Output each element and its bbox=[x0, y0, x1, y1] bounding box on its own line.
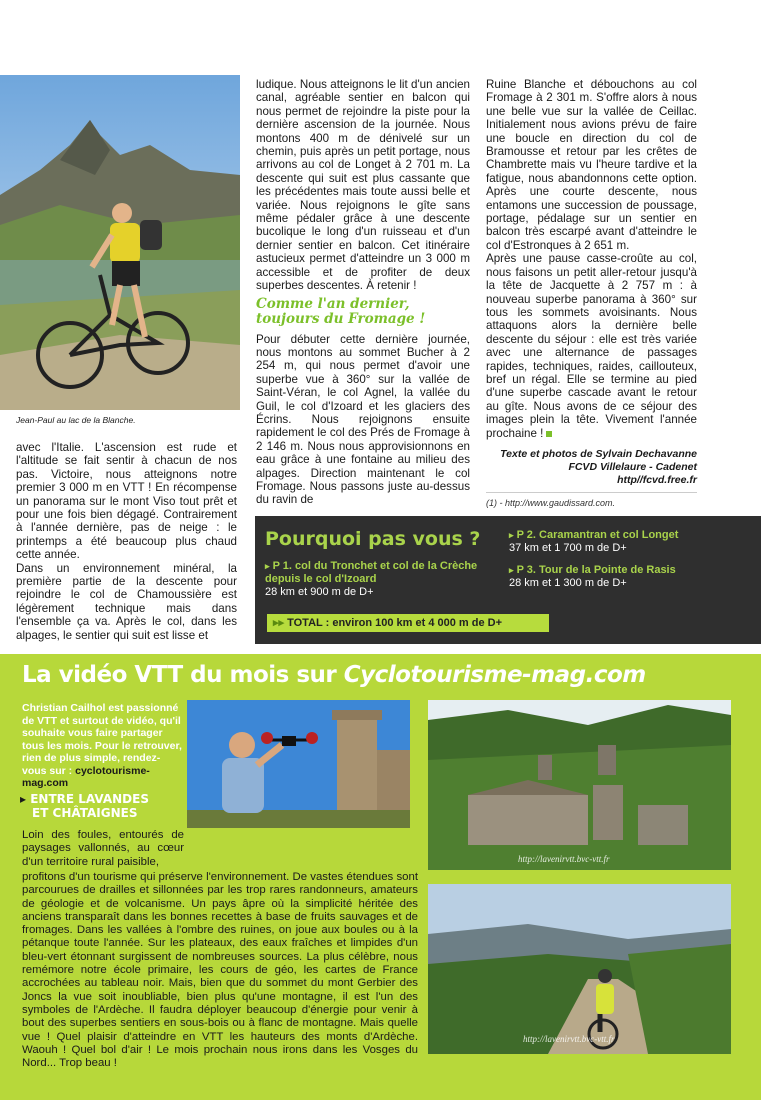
arrow-icon: ▸ bbox=[20, 792, 27, 806]
trail-biker-illustration bbox=[428, 884, 731, 1054]
route-item-2 bbox=[509, 529, 759, 555]
footnote: (1) - http://www.gaudissard.com. bbox=[486, 497, 616, 508]
footnote-divider bbox=[486, 492, 697, 510]
route-item-3 bbox=[509, 564, 759, 590]
section-heading-lavandes bbox=[20, 792, 149, 820]
route-item-1 bbox=[265, 560, 505, 599]
col3-paragraph bbox=[486, 252, 697, 440]
video-intro bbox=[22, 702, 182, 790]
col1-paragraph: avec l'Italie. L'ascension est rude et l'altitude se fait sentir à chacun de nos pas. Victoire, nous atteignons notre premier 3 000 m en VTT ! En récompense un panorama sur le mont Viso tout prêt et pour une fois bien dégagé. Contrairement à l'année dernière, pas de neige : le printemps a été beaucoup plus chaud cette année. bbox=[16, 441, 237, 562]
photo-biker-lake bbox=[0, 75, 240, 410]
col3-paragraph-text: Après une pause casse-croûte au col, nous faisons un petit aller-retour jusqu'à la tête de Jacquette à 2 757 m : à nouveau superbe panorama à 360° sur tous les sommets avoisinants. Nous attaquons alors la dernière belle descente du séjour : elle est très variée avec une alternance de passages rapides, techniques, raides, caillouteux, bref un régal. Elle se termine au pied d'une superbe cascade avant le retour au gîte. Nous avons de ce séjour des images plein la tête. Vivement l'année prochaine ! bbox=[486, 252, 697, 440]
video-body-wide: profitons d'un tourisme qui préserve l'environnement. De vastes étendues sont parcourues de drailles et sillonnées par les trop rares randonneurs, amateurs de géologie et de volcanisme. Un pays âpre où la simplicité héritée des anciens transparaît dans les bonnes recettes à base de fruits sauvages et de fromages. Dans les vallées à l'ombre des ruines, on joue aux boules ou à la pétanque toute l'année. Sur les plateaux, des eaux fraîches et limpides d'un bleu-vert étonnant surgissent de nombreuses sources. La plus célèbre, nous remémore notre école primaire, les cours de géo, les cartes de France accrochées au tableau noir. Mais, bien que du sommet du mont Gerbier des Joncs la vue soit inoubliable, bien plus qu'une montagne, il est l'un des symboles de l'Ardèche. Il faudra déployer beaucoup d'énergie pour venir à bout des superbes sentiers en sous-bois ou à flanc de montagne. Mais quelle vue ! Quel plaisir d'atteindre en VTT les hauteurs des monts d'Ardèche. Waouh ! Quel bol d'air ! Le mois prochain nous irons dans les Vosges du Nord... Trop beau ! bbox=[22, 871, 418, 1070]
pourquoi-title: Pourquoi pas vous ? bbox=[265, 528, 481, 550]
route-detail: 28 km et 900 m de D+ bbox=[265, 586, 374, 598]
photo1-caption: Jean-Paul au lac de la Blanche. bbox=[16, 415, 136, 425]
arrow-icon: ▸ bbox=[265, 561, 270, 571]
heading-line: ET CHÂTAIGNES bbox=[32, 806, 138, 820]
title-prefix: La vidéo VTT du mois sur bbox=[22, 662, 337, 688]
route-detail: 37 km et 1 700 m de D+ bbox=[509, 542, 627, 554]
video-watermark: http://lavenirvtt.bvc-vtt.fr bbox=[523, 1034, 615, 1044]
col3-paragraph: Ruine Blanche et débouchons au col Fromage à 2 301 m. S'offre alors à nous une belle vue sur la vallée de Ceillac. Initialement nous avions prévu de faire une boucle en direction du col de Bramousse et retour par les crêtes de Chambrette mais vu l'heure tardive et la fatigue, nous abandonnons cette option. Après une courte descente, nous entamons une succession de poussage, portage, pédalage sur un sentier en balcon très escarpé avant d'atteindre le col d'Estronques à 2 651 m. bbox=[486, 78, 697, 252]
route-detail: 28 km et 1 300 m de D+ bbox=[509, 577, 627, 589]
col2-paragraph: Pour débuter cette dernière journée, nous montons au sommet Bucher à 2 254 m, qui nous permet d'avoir une superbe vue à 360° sur la vallée de Saint-Véran, le col Agnel, la vallée du Guil, le col d'Izoard et les glaciers des Écrins. Nous rejoignons ensuite rapidement le col des Prés de Fromage à 2 146 m. Nous nous approvisionnons en eau grâce à une fontaine au milieu des alpages. Direction maintenant le col Fromage. Nous passons juste au-dessus du ravin de bbox=[256, 332, 470, 507]
drone-man-illustration bbox=[187, 700, 410, 828]
col1-paragraph: Dans un environnement minéral, la première partie de la descente pour rejoindre le col de Chamoussière est légèrement technique mais dans l'ensemble ça va. Après le col, dans les alpages, le sentier qui suit est lisse et bbox=[16, 561, 237, 642]
video-section bbox=[0, 654, 761, 1100]
intro-text: Christian Cailhol est passionné de VTT et surtout de vidéo, qu'il souhaite vous faire partager tous les mois. Pour le retrouver, rien de plus simple, rendez-vous sur : bbox=[22, 702, 182, 777]
credit-line: FCVD Villelaure - Cadenet bbox=[568, 460, 697, 473]
intro-site-link[interactable]: cyclotourisme-mag.com bbox=[22, 764, 150, 789]
credit-line: Texte et photos de Sylvain Dechavanne bbox=[500, 447, 697, 460]
heading-line: Comme l'an dernier, bbox=[256, 295, 410, 312]
photo-trail-biker bbox=[428, 884, 731, 1054]
castle-ruins-illustration bbox=[428, 700, 731, 870]
arrow-icon: ▸ bbox=[509, 530, 514, 540]
section-heading-fromage bbox=[256, 297, 470, 327]
route-label: P 3. Tour de la Pointe de Rasis bbox=[516, 564, 676, 576]
route-label: depuis le col d'Izoard bbox=[265, 573, 377, 585]
route-label: P 2. Caramantran et col Longet bbox=[516, 529, 679, 541]
total-text: TOTAL : environ 100 km et 4 000 m de D+ bbox=[287, 617, 502, 629]
video-watermark: http://lavenirvtt.bvc-vtt.fr bbox=[518, 854, 610, 864]
heading-line: toujours du Fromage ! bbox=[256, 310, 426, 327]
heading-line: ENTRE LAVANDES bbox=[30, 792, 149, 806]
end-square-icon bbox=[546, 431, 552, 437]
arrow-icon: ▸ bbox=[509, 565, 514, 575]
route-label: P 1. col du Tronchet et col de la Crèche bbox=[272, 560, 478, 572]
photo-drone-man bbox=[187, 700, 410, 828]
double-arrow-icon: ▸▸ bbox=[273, 617, 285, 629]
article-column-1 bbox=[16, 441, 237, 642]
video-section-title bbox=[22, 662, 646, 688]
pourquoi-box bbox=[255, 516, 761, 644]
credit-url[interactable]: http//fcvd.free.fr bbox=[617, 473, 697, 486]
photo-castle-ruins bbox=[428, 700, 731, 870]
author-credit bbox=[486, 448, 697, 487]
col2-paragraph: ludique. Nous atteignons le lit d'un ancien canal, agréable sentier en balcon qui nous permet de rejoindre la piste pour la dernière ascension de la journée. Nous montons 400 m de dénivelé sur un chemin, puis après un petit portage, nous arrivons au col de Longet à 2 701 m. La descente qui suit est plus cassante que les précédentes mais toute aussi belle et variée. Nous rejoignons le gîte sans même pédaler grâce à une descente bucolique le long d'un ruisseau et d'un dernier sentier en balcon. Cet itinéraire astucieux permet d'atteindre un 3 000 m accessible et de profiter de deux superbes descentes. À retenir ! bbox=[256, 78, 470, 293]
article-column-3 bbox=[486, 78, 697, 510]
total-bar bbox=[267, 614, 549, 632]
title-site[interactable]: Cyclotourisme-mag.com bbox=[343, 662, 646, 688]
biker-lake-illustration bbox=[0, 75, 240, 410]
article-column-2 bbox=[256, 78, 470, 507]
video-body-narrow: Loin des foules, entourés de paysages vallonnés, au cœur d'un territoire rural paisible, bbox=[22, 829, 184, 868]
